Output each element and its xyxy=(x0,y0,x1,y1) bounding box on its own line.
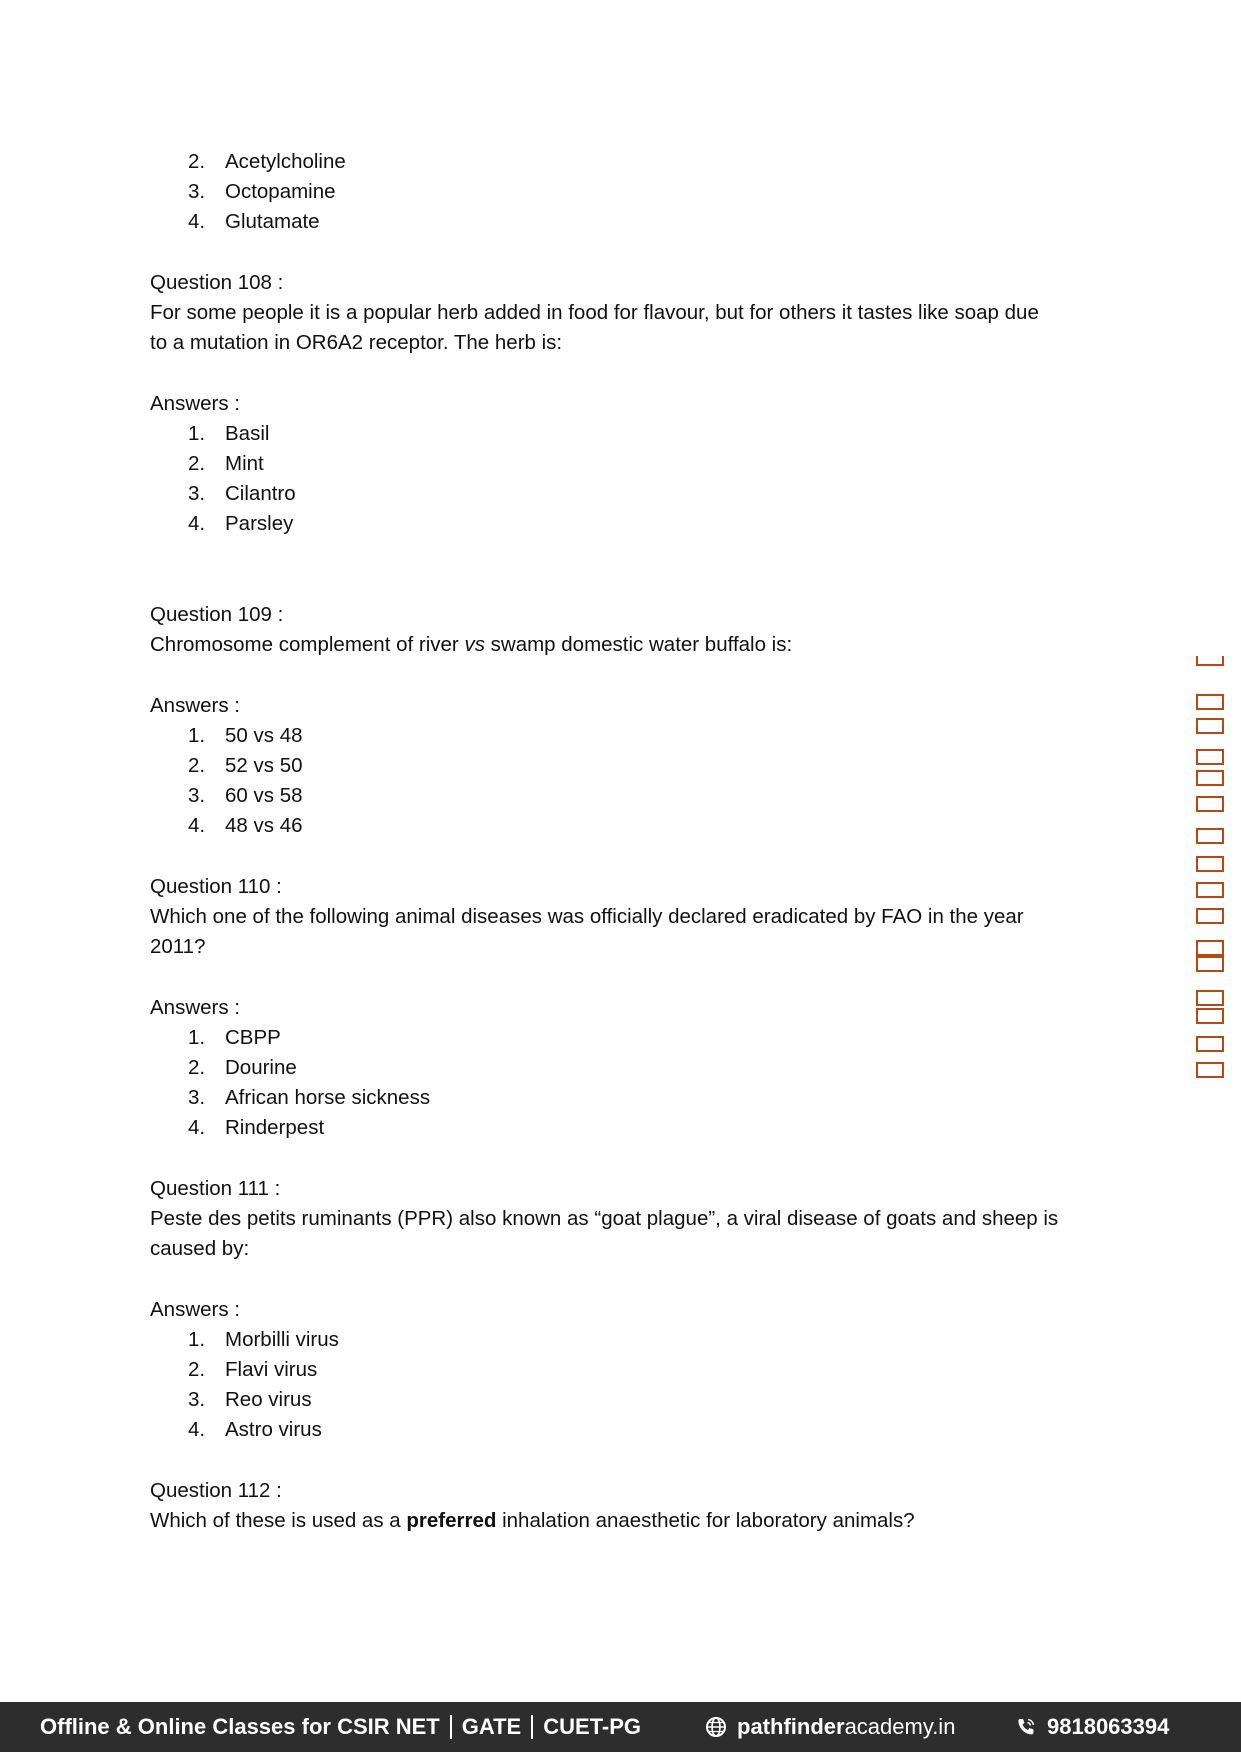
option xyxy=(150,147,1090,177)
option-number: 1. xyxy=(188,1025,206,1049)
option xyxy=(150,781,1090,811)
question-text-line: Peste des petits ruminants (PPR) also known as “goat plague”, a viral disease of goats and sheep is xyxy=(150,1207,1059,1230)
question-text-line: to a mutation in OR6A2 receptor. The herb is: xyxy=(150,331,563,355)
option-text: Astro virus xyxy=(225,1418,322,1442)
question-heading: Question 108 : xyxy=(150,270,284,294)
option-number: 4. xyxy=(188,1116,206,1140)
answers-label: Answers : xyxy=(150,391,240,415)
glyph-box xyxy=(1196,856,1224,872)
question-text-line xyxy=(150,1506,1090,1536)
option-text: Basil xyxy=(225,421,270,445)
glyph-box xyxy=(1196,770,1224,786)
text-italic: vs xyxy=(464,633,485,657)
option-text: Rinderpest xyxy=(225,1116,325,1140)
option-number: 2. xyxy=(188,754,206,777)
option-text: Cilantro xyxy=(225,482,296,506)
option-number: 2. xyxy=(188,150,206,173)
option-text: Octopamine xyxy=(225,180,336,204)
option-text: Parsley xyxy=(225,512,294,536)
vertical-watermark-glyphs xyxy=(1196,656,1228,1086)
text-run: swamp domestic water buffalo is: xyxy=(484,633,793,657)
text-run: Which of these is used as a xyxy=(150,1509,407,1532)
footer-site-light: academy.in xyxy=(844,1714,956,1739)
option-text: 60 vs 58 xyxy=(225,784,303,808)
phone-icon xyxy=(1015,1716,1037,1738)
option xyxy=(150,751,1090,781)
question-text-line: For some people it is a popular herb added in food for flavour, but for others it tastes like soap due xyxy=(150,301,1039,324)
option-text: Morbilli virus xyxy=(225,1327,339,1351)
globe-icon xyxy=(705,1716,727,1738)
glyph-box xyxy=(1196,908,1224,924)
question-text-line: Which one of the following animal diseases was officially declared eradicated by FAO in the year xyxy=(150,905,1024,928)
option-text: African horse sickness xyxy=(225,1086,431,1110)
option-number: 1. xyxy=(188,723,206,747)
option-number: 2. xyxy=(188,452,206,475)
footer-classes-text: Offline & Online Classes for CSIR NET xyxy=(40,1714,440,1739)
footer-phone-number: 9818063394 xyxy=(1047,1714,1170,1739)
glyph-box xyxy=(1196,990,1224,1006)
glyph-box xyxy=(1196,796,1224,812)
question-heading: Question 112 : xyxy=(150,1478,282,1502)
question-text-line xyxy=(150,630,1090,660)
footer-site-bold: pathfinder xyxy=(737,1714,845,1739)
option xyxy=(150,811,1090,841)
question-heading: Question 111 : xyxy=(150,1176,281,1200)
option-text: 52 vs 50 xyxy=(225,754,303,777)
option-text: CBPP xyxy=(225,1025,281,1049)
glyph-box xyxy=(1196,694,1224,710)
glyph-box xyxy=(1196,956,1224,972)
glyph-box xyxy=(1196,718,1224,734)
footer-divider xyxy=(531,1715,533,1739)
footer-phone[interactable] xyxy=(1015,1714,1169,1740)
answers-label: Answers : xyxy=(150,693,240,717)
option xyxy=(150,1355,1090,1385)
option xyxy=(150,1023,1090,1053)
glyph-box xyxy=(1196,940,1224,956)
option-text: 50 vs 48 xyxy=(225,723,303,747)
option xyxy=(150,1113,1090,1143)
option-number: 4. xyxy=(188,512,206,536)
answers-label: Answers : xyxy=(150,1297,240,1321)
question-text-line: 2011? xyxy=(150,935,206,959)
answers-label: Answers : xyxy=(150,995,240,1019)
option xyxy=(150,479,1090,509)
footer-gate: GATE xyxy=(461,1714,522,1739)
glyph-bracket xyxy=(1196,656,1224,666)
option xyxy=(150,1053,1090,1083)
option-text: Flavi virus xyxy=(225,1358,318,1381)
option-number: 4. xyxy=(188,210,206,234)
option-number: 3. xyxy=(188,784,206,808)
footer-divider xyxy=(450,1715,452,1739)
option xyxy=(150,721,1090,751)
question-text-line: caused by: xyxy=(150,1237,250,1261)
option xyxy=(150,1083,1090,1113)
option-number: 1. xyxy=(188,1327,206,1351)
footer-cuet: CUET-PG xyxy=(543,1714,642,1739)
text-run: Chromosome complement of river xyxy=(150,633,465,657)
option xyxy=(150,207,1090,237)
option-number: 3. xyxy=(188,482,206,506)
option-number: 3. xyxy=(188,1388,206,1412)
option xyxy=(150,509,1090,539)
option-number: 3. xyxy=(188,1086,206,1110)
glyph-box xyxy=(1196,1062,1224,1078)
option xyxy=(150,1415,1090,1445)
option-text: Mint xyxy=(225,452,264,475)
option xyxy=(150,419,1090,449)
option-text: Reo virus xyxy=(225,1388,312,1412)
glyph-box xyxy=(1196,828,1224,844)
option-number: 4. xyxy=(188,814,206,838)
option xyxy=(150,177,1090,207)
option xyxy=(150,449,1090,479)
option-number: 4. xyxy=(188,1418,206,1442)
footer-classes xyxy=(40,1714,641,1740)
option xyxy=(150,1325,1090,1355)
glyph-box xyxy=(1196,1008,1224,1024)
text-run: inhalation anaesthetic for laboratory animals? xyxy=(496,1509,915,1532)
glyph-box xyxy=(1196,749,1224,765)
footer-banner xyxy=(0,1702,1241,1752)
glyph-box xyxy=(1196,882,1224,898)
option-text: Dourine xyxy=(225,1056,297,1079)
option-number: 1. xyxy=(188,421,206,445)
option-number: 2. xyxy=(188,1056,206,1079)
question-heading: Question 109 : xyxy=(150,603,284,626)
option-number: 3. xyxy=(188,180,206,204)
footer-website[interactable] xyxy=(705,1714,955,1740)
option-number: 2. xyxy=(188,1358,206,1381)
option-text: 48 vs 46 xyxy=(225,814,303,838)
option xyxy=(150,1385,1090,1415)
option-text: Glutamate xyxy=(225,210,320,234)
glyph-box xyxy=(1196,1036,1224,1052)
text-bold: preferred xyxy=(406,1509,497,1532)
option-text: Acetylcholine xyxy=(225,150,346,173)
question-heading: Question 110 : xyxy=(150,874,282,898)
document-body xyxy=(150,147,1090,1536)
